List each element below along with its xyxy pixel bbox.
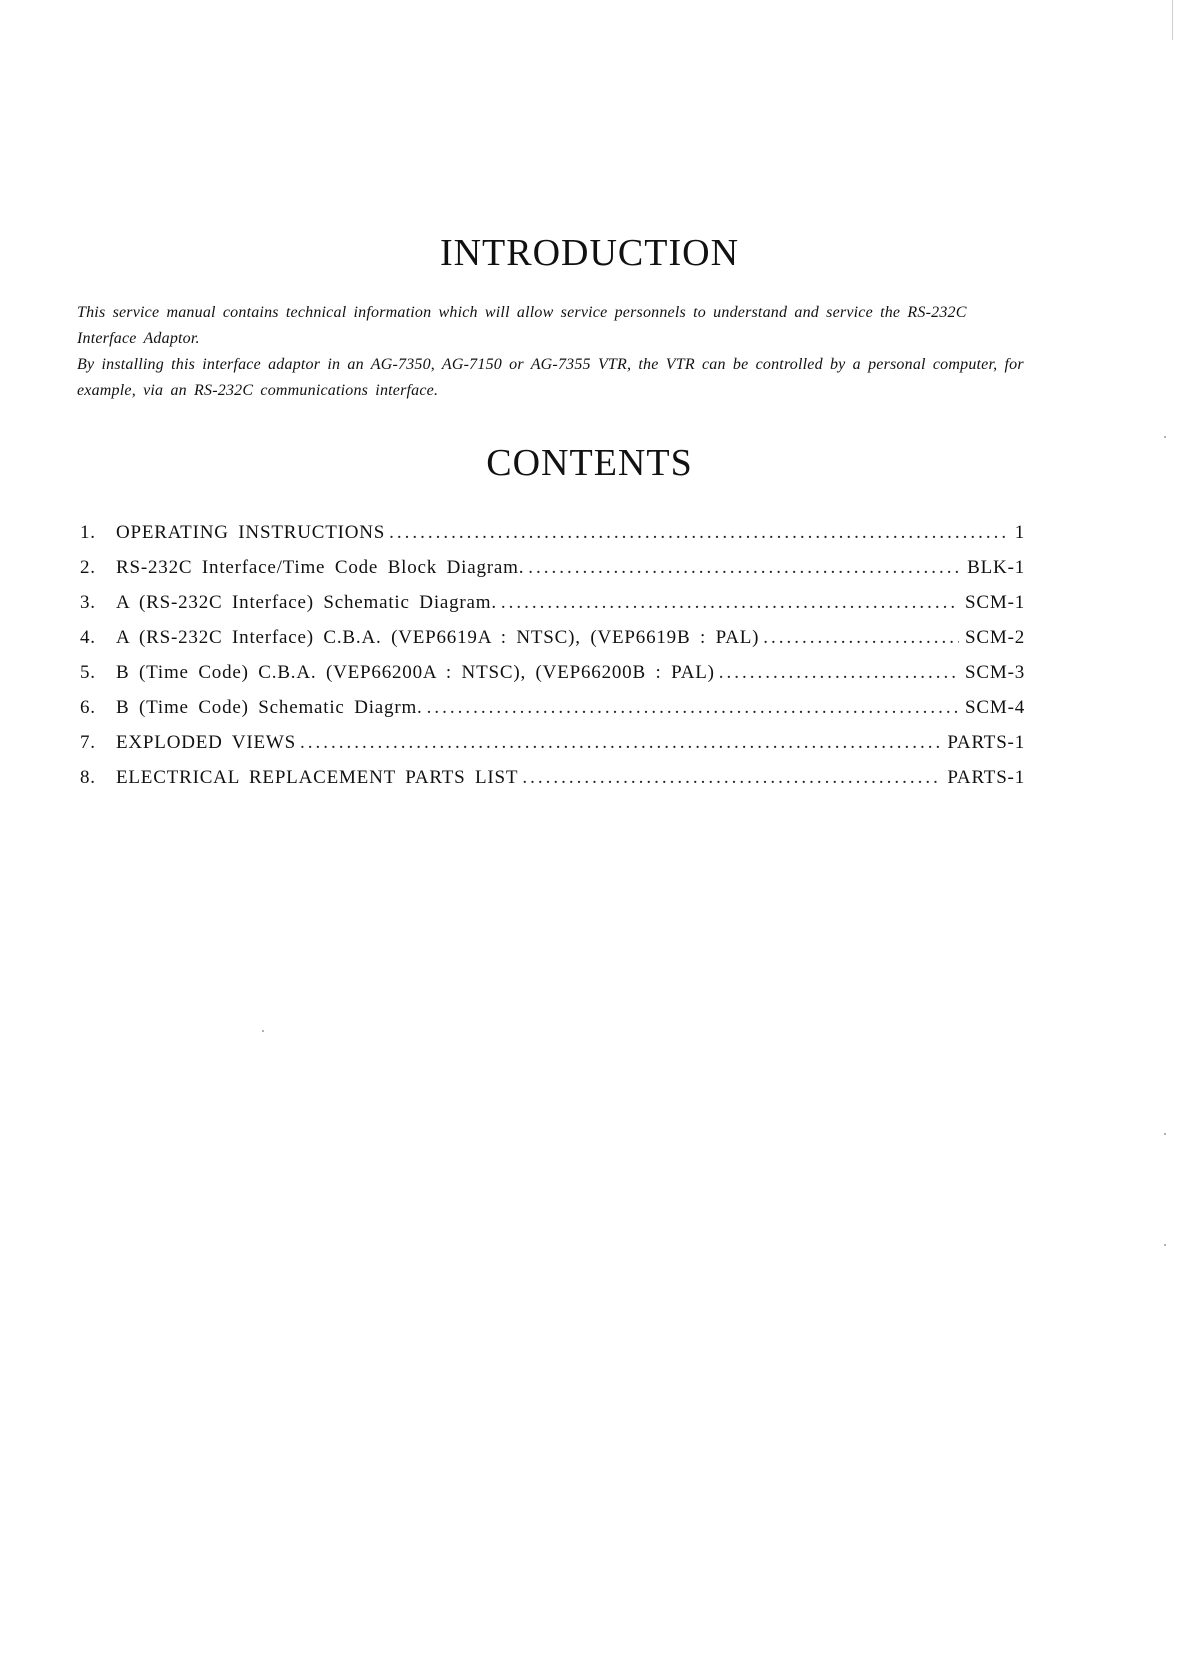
scan-speck [262,1030,264,1032]
introduction-heading: INTRODUCTION [439,232,740,274]
contents-heading: CONTENTS [486,442,693,484]
toc-number: 1. [80,522,96,543]
toc-page-ref: 1 [1014,522,1025,543]
toc-entry-1 [80,522,1025,557]
toc-title: A (RS-232C Interface) Schematic Diagram. [116,592,497,613]
toc-page-ref: SCM-3 [965,662,1025,683]
toc-leader-dots [763,627,959,649]
introduction-paragraph: This service manual contains technical information which will allow service personnels to understand and service the RS-232C Interface Adaptor. [77,304,967,347]
toc-title: EXPLODED VIEWS [116,732,297,753]
toc-leader-dots [528,557,961,579]
toc-entry-5 [80,662,1025,697]
toc-entry-8 [80,767,1025,802]
toc-number: 4. [80,627,96,648]
toc-page-ref: SCM-4 [965,697,1025,718]
toc-page-ref: PARTS-1 [947,732,1025,753]
toc-number: 6. [80,697,96,718]
toc-title: B (Time Code) C.B.A. (VEP66200A : NTSC), (VEP66200B : PAL) [116,662,715,683]
toc-number: 5. [80,662,96,683]
toc-title: B (Time Code) Schematic Diagrm. [116,697,423,718]
scan-edge-mark [1172,0,1173,40]
toc-leader-dots [522,767,941,789]
toc-number: 7. [80,732,96,753]
toc-number: 8. [80,767,96,788]
scan-speck [1164,436,1166,438]
toc-entry-2 [80,557,1025,592]
toc-number: 2. [80,557,96,578]
toc-title: RS-232C Interface/Time Code Block Diagram. [116,557,525,578]
toc-page-ref: SCM-2 [965,627,1025,648]
toc-entry-3 [80,592,1025,627]
toc-page-ref: PARTS-1 [947,767,1025,788]
toc-page-ref: SCM-1 [965,592,1025,613]
table-of-contents [80,522,1025,802]
toc-leader-dots [427,697,959,719]
introduction-paragraph: By installing this interface adaptor in an AG-7350, AG-7150 or AG-7355 VTR, the VTR can be controlled by a personal computer, for example, via an RS-232C communications interface. [77,356,1024,399]
toc-number: 3. [80,592,96,613]
toc-title: ELECTRICAL REPLACEMENT PARTS LIST [116,767,519,788]
toc-page-ref: BLK-1 [967,557,1025,578]
scan-speck [1164,1244,1166,1246]
introduction-body [77,300,1027,404]
toc-entry-6 [80,697,1025,732]
toc-leader-dots [719,662,959,684]
toc-title: A (RS-232C Interface) C.B.A. (VEP6619A : NTSC), (VEP6619B : PAL) [116,627,760,648]
scan-speck [1164,1133,1166,1135]
toc-leader-dots [389,522,1009,544]
toc-leader-dots [300,732,941,754]
toc-leader-dots [501,592,959,614]
toc-entry-7 [80,732,1025,767]
toc-title: OPERATING INSTRUCTIONS [116,522,386,543]
toc-entry-4 [80,627,1025,662]
